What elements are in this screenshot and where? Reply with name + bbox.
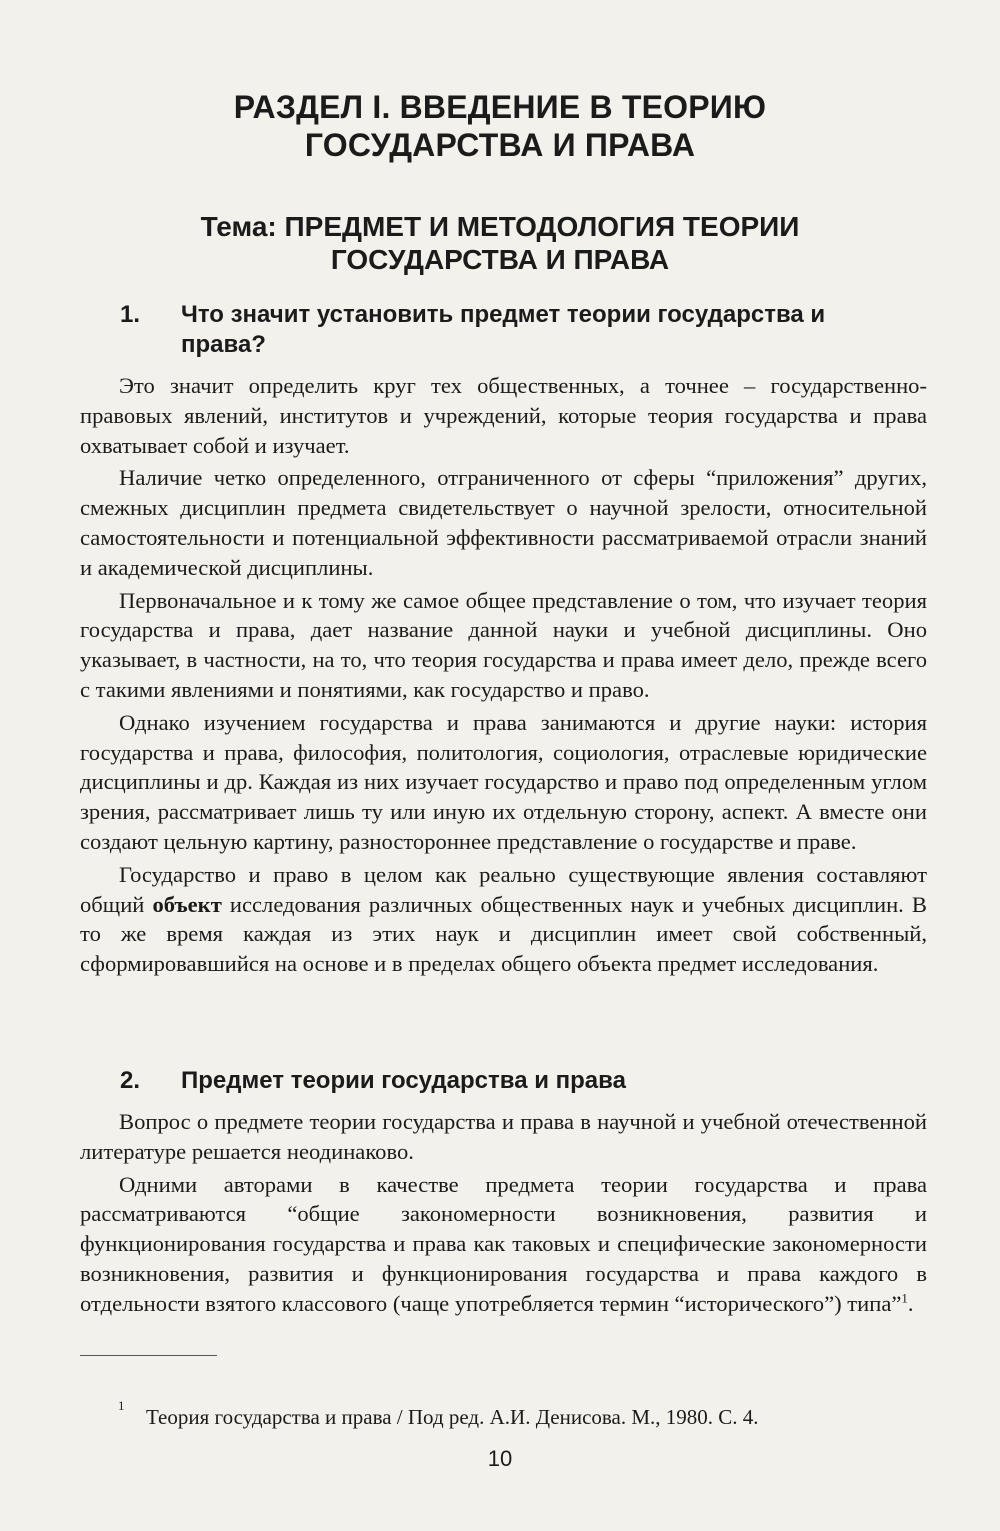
paragraph-text: Одними авторами в качестве предмета теории государства и права рассматриваются “общие закономерности возникновения, развития и функционирования государства и права как таковых и специфические закономерности возникновения, развития и функционирования государства и права каждого в отдельности взятого классового (чаще употребляется термин “исторического”) типа” <box>80 1171 927 1316</box>
paragraph-text: исследования различных общественных наук и учебных дисциплин. В то же время каждая из этих наук и дисциплин имеет свой собственный, сформировавшийся на основе и в пределах общего объекта предмет исследования. <box>80 891 927 977</box>
topic-title-line: ГОСУДАРСТВА И ПРАВА <box>330 244 670 275</box>
question-title: Предмет теории государства и права <box>181 1067 626 1094</box>
topic-title-line: Тема: ПРЕДМЕТ И МЕТОДОЛОГИЯ ТЕОРИИ <box>200 211 800 242</box>
question-2-body <box>80 1107 927 1322</box>
footnote-reference: 1 <box>901 1290 908 1306</box>
paragraph: Вопрос о предмете теории государства и права в научной и учебной отечественной литературе решается неодинаково. <box>80 1109 927 1164</box>
paragraph <box>80 860 927 979</box>
paragraph <box>80 1170 927 1319</box>
page-number: 10 <box>487 1446 513 1471</box>
section-title-line: ГОСУДАРСТВА И ПРАВА <box>304 127 696 163</box>
paragraph: Наличие четко определенного, отграниченного от сферы “приложения” других, смежных дисциплин предмета свидетельствует о научной зрелости, относительной самостоятельности и потенциальной эффективности рассматриваемой отрасли знаний и академической дисциплины. <box>80 465 927 580</box>
section-title <box>0 88 1000 164</box>
section-title-line: РАЗДЕЛ I. ВВЕДЕНИЕ В ТЕОРИЮ <box>233 89 767 125</box>
topic-title <box>0 210 1000 276</box>
question-number: 1. <box>120 301 141 328</box>
question-heading-2 <box>120 1066 910 1096</box>
question-number: 2. <box>120 1067 141 1094</box>
question-heading-1 <box>120 300 910 360</box>
paragraph: Первоначальное и к тому же самое общее представление о том, что изучает теория государства и права, дает название данной науки и учебной дисциплины. Оно указывает, в частности, на то, что теория государства и права имеет дело, прежде всего с такими явлениями и понятиями, как государство и право. <box>80 587 927 702</box>
footnote-text: Теория государства и права / Под ред. А.И. Денисова. М., 1980. С. 4. <box>146 1405 759 1429</box>
paragraph: Это значит определить круг тех общественных, а точнее – государственно-правовых явлений, институтов и учреждений, которые теория государства и права охватывает собой и изучает. <box>80 373 927 458</box>
paragraph: Однако изучением государства и права занимаются и другие науки: история государства и права, философия, политология, социология, отраслевые юридические дисциплины и др. Каждая из них изучает государство и право под определенным углом зрения, рассматривает лишь ту или иную их отдельную сторону, аспект. А вместе они создают цельную картину, разностороннее представление о государстве и праве. <box>80 709 927 854</box>
question-1-body <box>80 371 927 982</box>
footnote-marker: 1 <box>118 1398 125 1413</box>
paragraph-text: . <box>907 1290 914 1316</box>
footnote-divider <box>80 1355 217 1356</box>
question-title: Что значит установить предмет теории государства и права? <box>181 301 826 358</box>
paragraph-text: Государство и право в целом как реально существующие явления составляют общий <box>80 861 927 917</box>
bold-term: объект <box>152 891 222 917</box>
